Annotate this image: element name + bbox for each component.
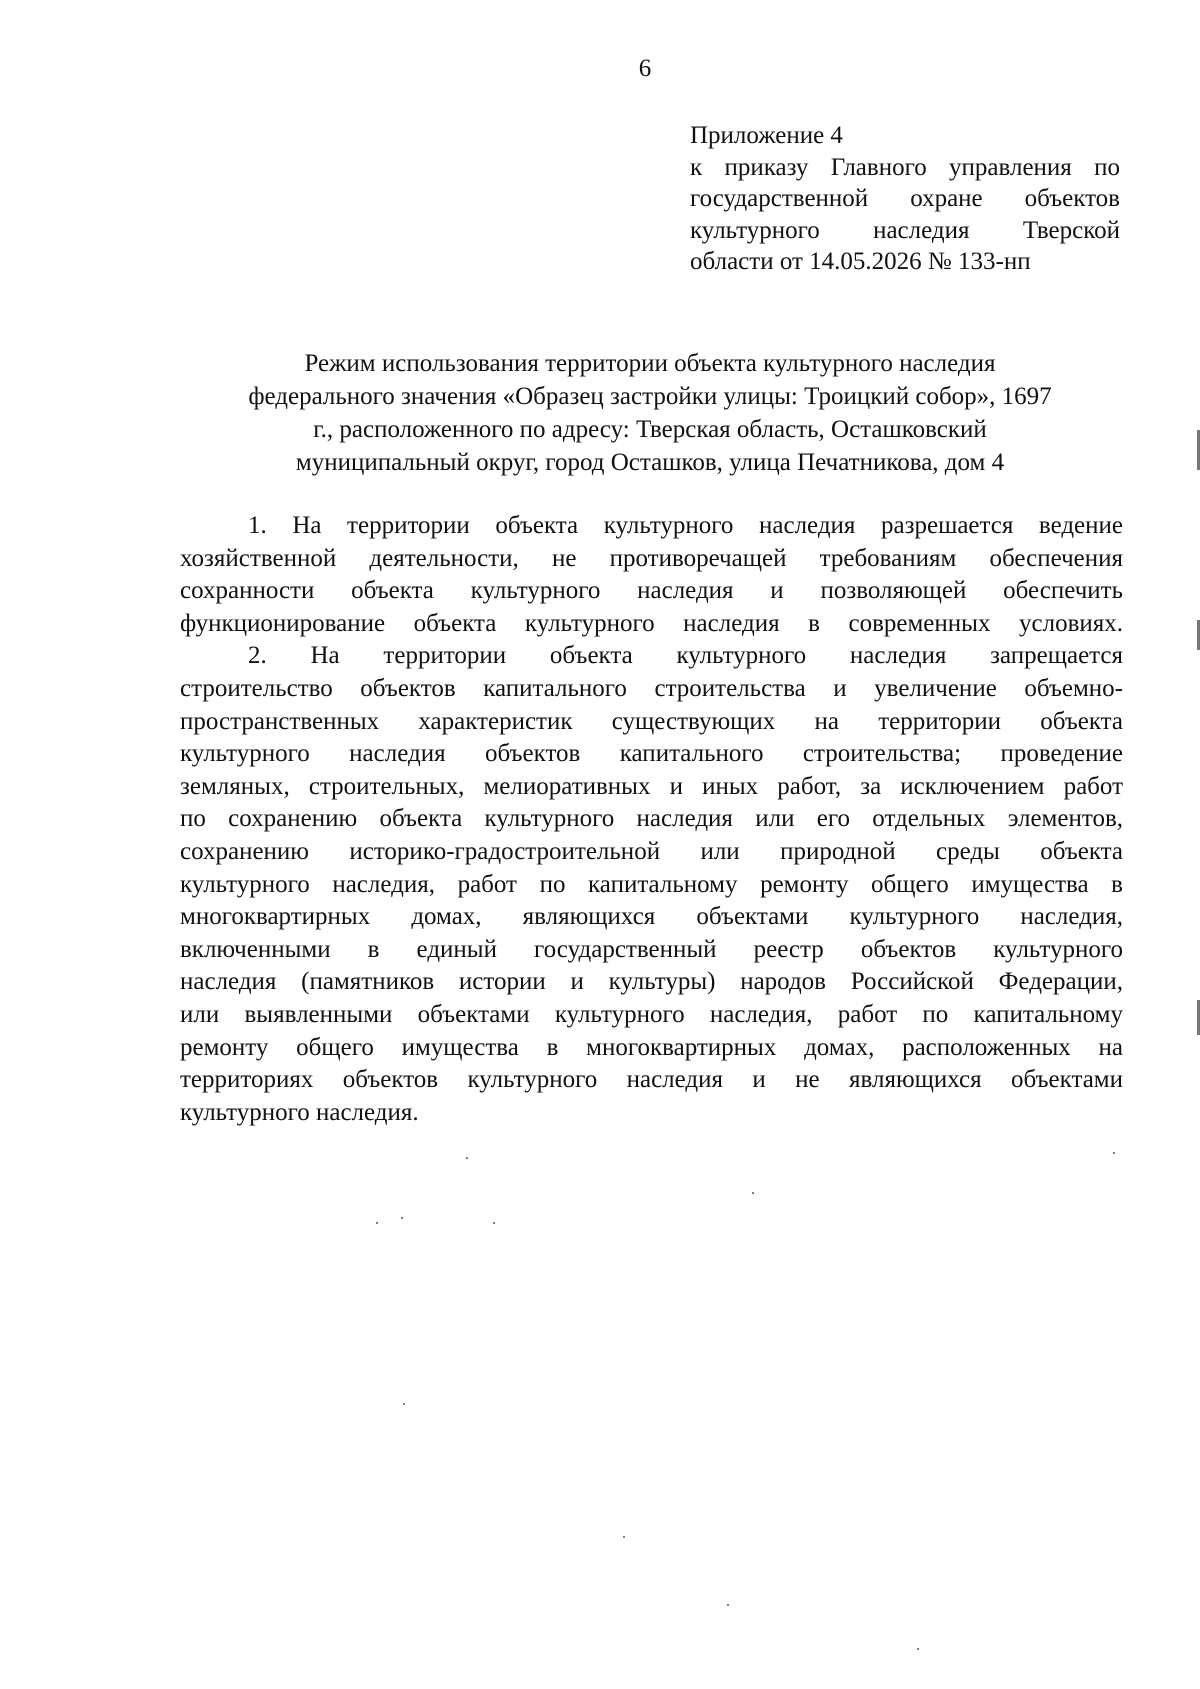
paragraph-line: 1. На территории объекта культурного наследия разрешается ведение (248, 512, 1123, 539)
paragraph-line: 2. На территории объекта культурного наследия запрещается (248, 642, 1123, 670)
paragraph-line: земляных, строительных, мелиоративных и иных работ, за исключением работ (180, 772, 1123, 800)
document-title (180, 347, 1120, 479)
paragraph-line: строительство объектов капитального строительства и увеличение объемно- (180, 674, 1123, 702)
paragraph-line: наследия (памятников истории и культуры) народов Российской Федерации, (180, 968, 1123, 996)
paragraph-line: хозяйственной деятельности, не противоречащей требованиям обеспечения (180, 544, 1123, 572)
paragraph-line: по сохранению объекта культурного наследия или его отдельных элементов, (180, 805, 1123, 833)
paragraph-line: пространственных характеристик существующих на территории объекта (180, 707, 1123, 735)
paragraph-line: территориях объектов культурного наследия и не являющихся объектами (180, 1066, 1123, 1094)
appendix-header (690, 120, 1120, 278)
paragraph-line: ремонту общего имущества в многоквартирных домах, расположенных на (180, 1033, 1123, 1061)
scan-speck (1113, 1152, 1115, 1154)
document-body (180, 510, 1123, 1129)
appendix-line: государственной охране объектов (690, 185, 1120, 212)
paragraph-line: культурного наследия, работ по капитальному ремонту общего имущества в (180, 870, 1123, 898)
scan-speck (917, 1648, 919, 1650)
scan-speck (376, 1222, 378, 1224)
scan-speck (403, 1403, 405, 1405)
paragraph-2 (180, 640, 1123, 1129)
paragraph-line: сохранению историко-градостроительной или природной среды объекта (180, 837, 1123, 865)
appendix-line: к приказу Главного управления по (690, 153, 1120, 181)
paragraph-1 (180, 510, 1123, 640)
paragraph-line: функционирование объекта культурного наследия в современных условиях. (180, 609, 1123, 637)
page-number: 6 (638, 55, 652, 82)
appendix-line: Приложение 4 (690, 122, 843, 149)
title-line: г., расположенного по адресу: Тверская область, Осташковский (313, 416, 987, 443)
scan-speck (466, 1157, 468, 1159)
appendix-line: культурного наследия Тверской (690, 216, 1120, 244)
scan-speck (752, 1192, 754, 1194)
scan-speck (727, 1604, 729, 1606)
title-line: муниципальный округ, город Осташков, улица Печатникова, дом 4 (295, 449, 1005, 476)
title-line: Режим использования территории объекта культурного наследия (304, 350, 996, 377)
paragraph-line: включенными в единый государственный реестр объектов культурного (180, 935, 1123, 963)
scan-speck (401, 1217, 403, 1219)
scan-speck (623, 1536, 625, 1538)
title-line: федерального значения «Образец застройки улицы: Троицкий собор», 1697 (248, 383, 1052, 410)
appendix-line: области от 14.05.2026 № 133-нп (690, 248, 1031, 275)
paragraph-line: многоквартирных домах, являющихся объектами культурного наследия, (180, 903, 1123, 931)
scan-speck (493, 1222, 495, 1224)
paragraph-line: культурного наследия. (180, 1098, 419, 1126)
paragraph-line: или выявленными объектами культурного наследия, работ по капитальному (180, 1000, 1123, 1028)
paragraph-line: культурного наследия объектов капитального строительства; проведение (180, 740, 1123, 768)
paragraph-line: сохранности объекта культурного наследия и позволяющей обеспечить (180, 577, 1123, 605)
